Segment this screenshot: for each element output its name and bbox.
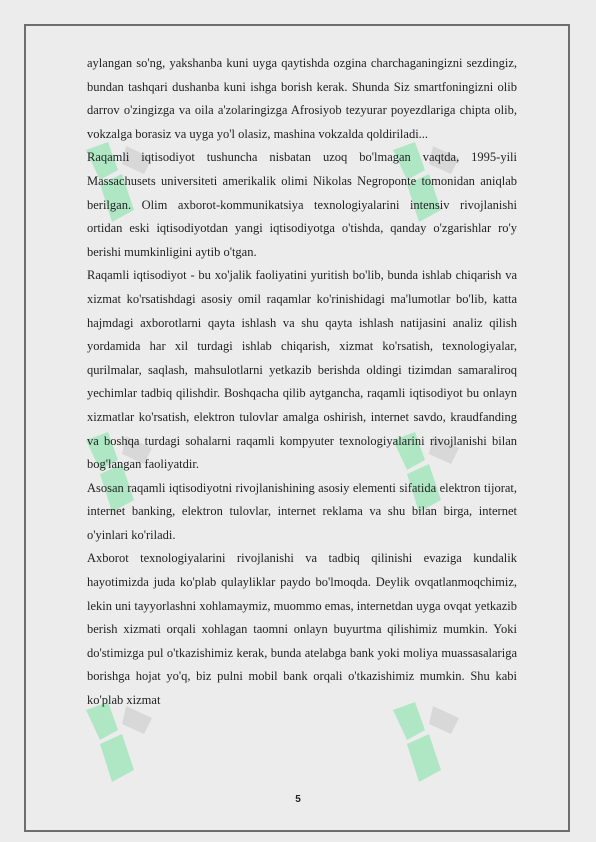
paragraph: Asosan raqamli iqtisodiyotni rivojlanishining asosiy elementi sifatida elektron tijorat, internet banking, elektron tulovlar, internet reklama va shu bilan birga, internet o'yinlari ko'riladi. [87, 480, 517, 542]
paragraph: Axborot texnologiyalarini rivojlanishi va tadbiq qilinishi evaziga kundalik hayotimizda juda ko'plab qulayliklar paydo bo'lmoqda. Deylik ovqatlanmoqchimiz, lekin uni tayyorlashni xohlamaymiz, muommo emas, internetdan uyga ovqat yetkazib berish xizmati orqali xohlagan taomni onlayn buyurtma qilishimiz mumkin. Yoki do'stimizga pul o'tkazishimiz kerak, bunda atelabga bank yoki moliya muassasalariga borishga hojat yo'q, biz pulni mobil bank orqali o'tkazishimiz mumkin. Shu kabi ko'plab xizmat [87, 551, 517, 708]
paragraph: Raqamli iqtisodiyot - bu xo'jalik faoliyatini yuritish bo'lib, bunda ishlab chiqarish va xizmat ko'rsatishdagi asosiy omil raqamlar ko'rinishidagi ma'lumotlar bo'lib, katta hajmdagi axborotlarni qayta ishlash va shu qayta ishlash natijasini analiz qilish yordamida har xil turdagi ishlab chiqarish, xizmat ko'rsatish, texnologiyalar, qurilmalar, saqlash, mahsulotlarni yetkazib berishda oldingi tizimdan samaraliroq yechimlar tadbiq qilishdir. Boshqacha qilib aytgancha, raqamli iqtisodiyot bu onlayn xizmatlar ko'rsatish, elektron tulovlar amalga oshirish, internet savdo, kraudfanding va boshqa turdagi sohalarni raqamli kompyuter texnologiyalarini rivojlanishi bilan bog'langan faoliyatdir. [87, 268, 517, 472]
paragraph: Raqamli iqtisodiyot tushuncha nisbatan uzoq bo'lmagan vaqtda, 1995-yili Massachusets universiteti amerikalik olimi Nikolas Negroponte tomonidan aniqlab berilgan. Olim axborot-kommunikatsiya texnologiyalarini intensiv rivojlanishi ortidan eski iqtisodiyotdan yangi iqtisodiyotga o'tishda, qanday o'zgarishlar ro'y berishi mumkinligini aytib o'tgan. [87, 150, 517, 259]
logo-watermark-icon [78, 700, 158, 790]
paragraph: aylangan so'ng, yakshanba kuni uyga qaytishda ozgina charchaganingizni sezdingiz, bundan tashqari dushanba kuni ishga borish kerak. Shunda Siz smartfoningizni olib darrov o'zingizga va oila a'zolaringizga Afrosiyob tezyurar poyezdlariga chipta olib, vokzalga borasiz va uyga yo'l olasiz, mashina vokzalda qoldiriladi... [87, 56, 517, 141]
document-body [87, 52, 517, 713]
page-number: 5 [295, 794, 301, 805]
logo-watermark-icon [385, 700, 465, 790]
